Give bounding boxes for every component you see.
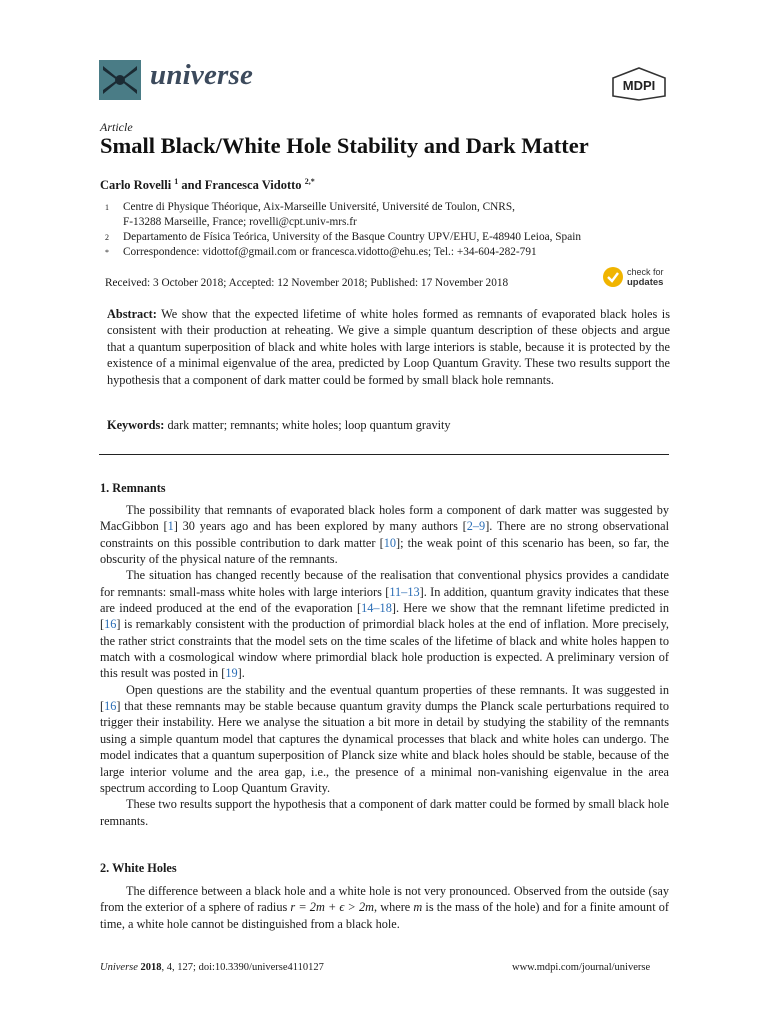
footer-doi[interactable]: , 4, 127; doi:10.3390/universe4110127 [161,962,324,973]
paragraph: The possibility that remnants of evaporated black holes form a component of dark matter was suggested by MacGibbon [1] 30 years ago and has been explored by many authors [2–9]. There are no strong observational constraints on this possible contribution to dark matter [10]; the weak point of this scenario has been, so far, the obscurity of the physical nature of the remnants. [100,503,669,567]
citation-link[interactable]: 10 [383,535,396,550]
paragraph: These two results support the hypothesis that a component of dark matter could be formed by small black hole remnants. [100,797,669,828]
citation-link[interactable]: 11–13 [389,584,420,599]
journal-logo-icon [99,60,141,100]
affiliation-mark: 2 [105,233,109,242]
affiliation-text: Departamento de Física Teórica, University of the Basque Country UPV/EHU, E-48940 Leioa, Spain [123,231,581,243]
keywords-text: dark matter; remnants; white holes; loop quantum gravity [167,418,451,432]
math-symbol: m [413,900,423,915]
publication-dates: Received: 3 October 2018; Accepted: 12 November 2018; Published: 17 November 2018 [105,277,509,289]
check-updates-label-bold[interactable]: updates [627,277,664,288]
section-body [100,502,669,829]
mdpi-logo[interactable] [610,66,668,102]
affiliation-mark: 2,* [304,177,315,186]
section-heading: 2. White Holes [100,861,177,875]
affiliation-mark: * [105,248,109,257]
paragraph: The situation has changed recently because of the realisation that conventional physics provides a candidate for remnants: small-mass white holes with large interiors [11–13]. In addition, quantum gravity indicates that these are indeed produced at the end of the evaporation [14–18]. Here we show that the remnant lifetime predicted in [16] is remarkably consistent with the production of primordial black holes at the end of inflation. More precisely, the rather strict constraints that the model sets on the time scales of the lifetime of black and white holes happen to match with a cosmological window where primordial black hole production is expected. A preliminary version of this result was posted in [19]. [100,568,669,681]
keywords-label: Keywords: [107,418,165,432]
citation-link[interactable]: 14–18 [361,601,392,616]
citation-link[interactable]: 16 [104,699,117,714]
affiliation-text: Centre di Physique Théorique, Aix-Marseille Université, Université de Toulon, CNRS, [123,201,515,213]
affiliation-text: F-13288 Marseille, France; rovelli@cpt.univ-mrs.fr [123,216,357,228]
publisher-name: MDPI [622,78,656,93]
section-body [100,883,669,932]
correspondence [105,245,643,260]
citation-link[interactable]: 16 [104,617,117,632]
check-updates-icon[interactable] [602,266,624,292]
author-connector: and [181,178,202,193]
abstract [107,306,670,388]
footer-journal: Universe [100,962,138,973]
footer-citation [100,962,324,973]
affiliation-1 [105,200,643,215]
affiliation-2 [105,230,663,245]
citation-link[interactable]: 2–9 [466,519,486,534]
affiliation-mark: 1 [174,177,179,186]
affiliation-mark: 1 [105,203,109,212]
affiliation-1-cont [105,215,643,230]
section-heading: 1. Remnants [100,481,166,495]
footer-year: 2018 [140,962,162,973]
author-list [100,177,315,193]
paragraph: Open questions are the stability and the eventual quantum properties of these remnants. It was suggested in [16] that these remnants may be stable because quantum gravity dumps the Planck scale perturbations required to trigger their instability. Here we analyse the situation a bit more in detail by studying the stability of the remnants using a simple quantum model that captures the dynamical processes that black and white holes can undergo. The model indicates that a quantum superposition of Planck size white and black holes should be stable, because of the large interior volume and the area gap, i.e., the presence of a minimal non-vanishing eigenvalue in the area spectrum according to Loop Quantum Gravity. [100,682,669,795]
abstract-text: We show that the expected lifetime of white holes formed as remnants of evaporated black holes is consistent with their production at reheating. We give a simple quantum description of these objects and argue that a quantum superposition of black and white holes with large interiors is stable, because it is protected by the existence of a minimal eigenvalue of the area, predicted by Loop Quantum Gravity. These two results support the hypothesis that a component of dark matter could be formed by small black hole remnants. [107,307,670,387]
abstract-label: Abstract: [107,307,157,321]
page-title: Small Black/White Hole Stability and Dark Matter [100,133,589,158]
correspondence-text: Correspondence: vidottof@gmail.com or francesca.vidotto@ehu.es; Tel.: +34-604-282-791 [123,246,537,258]
check-updates-label[interactable]: check for [627,267,664,277]
citation-link[interactable]: 19 [225,666,238,681]
citation-link[interactable]: 1 [167,519,174,534]
footer-url[interactable]: www.mdpi.com/journal/universe [512,962,651,973]
math-expression: r = 2m + ϵ > 2m [290,900,374,915]
divider [99,454,669,455]
keywords [107,418,670,433]
paragraph: The difference between a black hole and a white hole is not very pronounced. Observed from the outside (say from the exterior of a sphere of radius r = 2m + ϵ > 2m, where m is the mass of the hole) and for a finite amount of time, a white hole cannot be distinguished from a black hole. [100,884,669,931]
article-type: Article [100,120,133,134]
author-name[interactable]: Carlo Rovelli [100,178,172,193]
author-name[interactable]: Francesca Vidotto [204,178,302,193]
journal-name: universe [150,59,254,91]
